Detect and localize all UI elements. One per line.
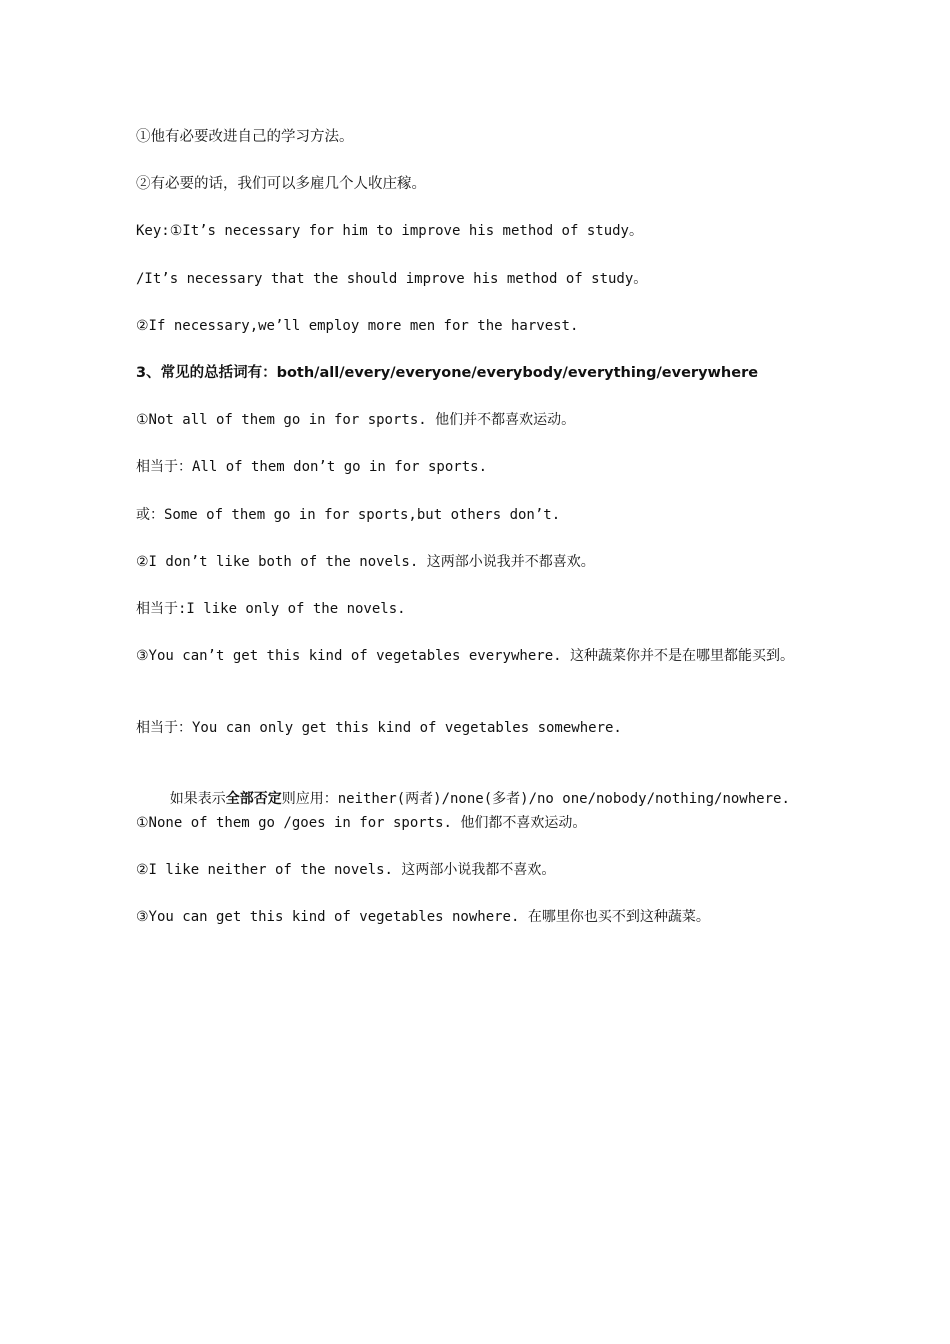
equivalent-line-3: 相当于：You can only get this kind of vegetables somewhere. (136, 720, 622, 736)
section-heading: 3、常见的总括词有：both/all/every/everyone/everybody/everything/everywhere (136, 365, 759, 381)
example-neither: ②I like neither of the novels. 这两部小说我都不喜欢。 (136, 862, 556, 878)
answer-key-line-1: Key:①It’s necessary for him to improve his method of study。 (136, 223, 643, 239)
equivalent-line-2: 相当于:I like only of the novels. (136, 601, 406, 617)
equivalent-line-1: 相当于：All of them don’t go in for sports. (136, 459, 488, 475)
example-nowhere: ③You can get this kind of vegetables nowhere. 在哪里你也买不到这种蔬菜。 (136, 909, 710, 925)
answer-key-line-2: /It’s necessary that the should improve his method of study。 (136, 271, 648, 287)
rule-emphasis: 全部否定 (225, 791, 282, 807)
rule-text-after: 则应用：neither(两者)/none(多者)/no one/nobody/nothing/nowhere. (281, 791, 790, 807)
example-both: ②I don’t like both of the novels. 这两部小说我并不都喜欢。 (136, 554, 595, 570)
example-sentence-1-zh: ①他有必要改进自己的学习方法。 (136, 129, 354, 145)
example-none: ①None of them go /goes in for sports. 他们都不喜欢运动。 (136, 815, 587, 831)
alternative-line: 或：Some of them go in for sports,but others don’t. (136, 507, 561, 523)
example-sentence-2-zh: ②有必要的话，我们可以多雇几个人收庄稼。 (136, 176, 426, 192)
answer-key-line-3: ②If necessary,we’ll employ more men for the harvest. (136, 318, 579, 334)
example-everywhere: ③You can’t get this kind of vegetables everywhere. 这种蔬菜你并不是在哪里都能买到。 (136, 648, 794, 664)
example-not-all: ①Not all of them go in for sports. 他们并不都喜欢运动。 (136, 412, 576, 428)
rule-text-before: 如果表示 (169, 791, 226, 807)
